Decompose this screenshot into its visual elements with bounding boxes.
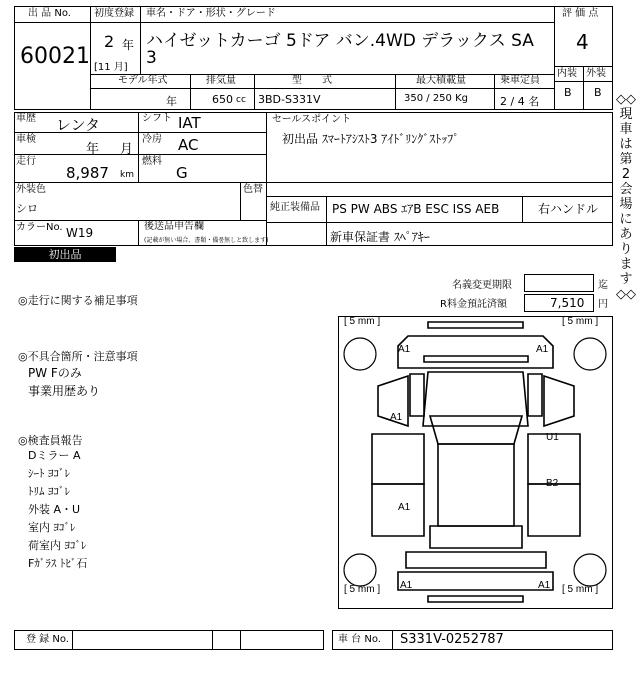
capacity-label: 乗車定員 (500, 75, 540, 86)
interior-score: B (564, 86, 572, 99)
damage-mark: U1 (546, 432, 559, 443)
damage-mark: B2 (546, 478, 559, 489)
tire-depth-label: [ 5 mm ] (562, 584, 599, 595)
chassis-value: S331V-0252787 (400, 632, 504, 647)
first-listing-badge: 初出品 (14, 247, 116, 262)
inspection-year-unit: 年 (86, 142, 100, 157)
model-label: 型 式 (292, 75, 332, 86)
recycle-value: 7,510 (550, 296, 585, 310)
aftermarket-note: (記載が無い場合、書類・備품無しと致します) (144, 237, 269, 244)
mileage-unit: km (120, 170, 134, 180)
mileage-value: 8,987 (66, 164, 109, 182)
model-year-label: モデル年式 (118, 75, 168, 86)
first-reg-year-unit: 年 (122, 38, 135, 52)
car-name-line1: ハイゼットカーゴ 5ドア バン.4WD デラックス SA (146, 31, 534, 51)
equipment-value: PS PW ABS ｴｱB ESC ISS AEB (332, 202, 500, 216)
name-change-label: 名義変更期限 (452, 280, 512, 291)
inspector-item: ｼｰﾄ ﾖｺﾞﾚ (28, 467, 70, 480)
tire-depth-label: [ 5 mm ] (344, 584, 381, 595)
inspector-header: ◎検査員報告 (18, 434, 83, 447)
name-change-box (524, 274, 594, 292)
model-year: 年 (166, 95, 177, 108)
car-damage-diagram (338, 316, 614, 616)
history-label: 車歴 (16, 113, 36, 124)
inspector-item: 外装 A・U (28, 503, 81, 516)
aftermarket-label: 後送品申告欄 (144, 221, 204, 232)
inspector-item: 室内 ﾖｺﾞﾚ (28, 521, 76, 534)
side-banner: ◇◇現車は第2会場にあります◇◇ (616, 92, 636, 302)
damage-mark: A1 (536, 344, 549, 355)
inspection-label: 車検 (16, 134, 36, 145)
shift-label: シフト (142, 113, 172, 124)
first-reg-month: [11 月] (94, 62, 128, 73)
recycle-unit: 円 (598, 299, 608, 310)
inspector-item: 荷室内 ﾖｺﾞﾚ (28, 539, 87, 552)
fuel-label: 燃料 (142, 156, 162, 167)
damage-mark: A1 (398, 344, 411, 355)
displacement-unit: cc (236, 95, 246, 105)
color-no-value: W19 (66, 226, 94, 240)
handle-value: 右ハンドル (538, 202, 599, 216)
aftermarket-value: 新車保証書 ｽﾍﾟｱｷｰ (330, 230, 430, 244)
lot-label: 出 品 No. (28, 8, 71, 19)
chassis-label: 車 台 No. (338, 634, 381, 645)
max-load-label: 最大積載量 (416, 75, 466, 86)
max-load: 350 / 250 Kg (404, 93, 468, 104)
equipment-label: 純正装備品 (270, 202, 320, 213)
driving-notes-header: ◎走行に関する補足事項 (18, 294, 138, 307)
score-value: 4 (576, 30, 589, 54)
name-change-suffix: 迄 (598, 280, 608, 291)
defects-header: ◎不具合箇所・注意事項 (18, 350, 138, 363)
damage-mark: A1 (400, 580, 413, 591)
registration-label: 登 録 No. (26, 634, 69, 645)
inspector-item: ﾄﾘﾑ ﾖｺﾞﾚ (28, 485, 70, 498)
exterior-label: 外装 (586, 68, 606, 79)
sales-point-label: セールスポイント (272, 114, 352, 125)
repaint-label: 色替 (243, 184, 263, 195)
inspection-month-unit: 月 (120, 142, 134, 157)
displacement: 650 (212, 93, 233, 106)
damage-mark: A1 (538, 580, 551, 591)
exterior-color-label: 外装色 (16, 184, 46, 195)
defect-item: PW Fのみ (28, 366, 82, 380)
ac-value: AC (178, 136, 199, 154)
ac-label: 冷房 (142, 134, 162, 145)
first-reg-label: 初度登録 (94, 8, 134, 19)
interior-label: 内装 (557, 68, 577, 79)
first-reg-year: 2 (104, 32, 115, 51)
displacement-label: 排気量 (206, 75, 236, 86)
exterior-score: B (594, 86, 602, 99)
damage-mark: A1 (390, 412, 403, 423)
damage-mark: A1 (398, 502, 411, 513)
tire-depth-label: [ 5 mm ] (562, 316, 599, 327)
score-label: 評 価 点 (562, 8, 599, 19)
model: 3BD-S331V (258, 93, 321, 106)
capacity: 2 / 4 名 (500, 95, 540, 108)
recycle-label: R料金預託済額 (440, 299, 507, 310)
color-no-label: カラーNo. (16, 222, 63, 233)
mileage-label: 走行 (16, 156, 36, 167)
car-name-line2: 3 (146, 48, 157, 68)
exterior-color-value: シロ (16, 202, 38, 215)
tire-depth-label: [ 5 mm ] (344, 316, 381, 327)
inspector-item: Dミラー A (28, 449, 81, 462)
fuel-value: G (176, 164, 188, 182)
defect-item: 事業用歴あり (28, 384, 101, 398)
shift-value: IAT (178, 114, 201, 132)
inspector-item: Fｶﾞﾗｽ ﾄﾋﾞ石 (28, 557, 88, 570)
lot-number: 60021 (20, 44, 90, 69)
sales-point-value: 初出品 ｽﾏｰﾄｱｼｽﾄ3 ｱｲﾄﾞﾘﾝｸﾞｽﾄｯﾌﾟ (282, 132, 460, 146)
car-name-label: 車名・ドア・形状・グレード (146, 8, 276, 19)
history-value: レンタ (56, 116, 101, 134)
